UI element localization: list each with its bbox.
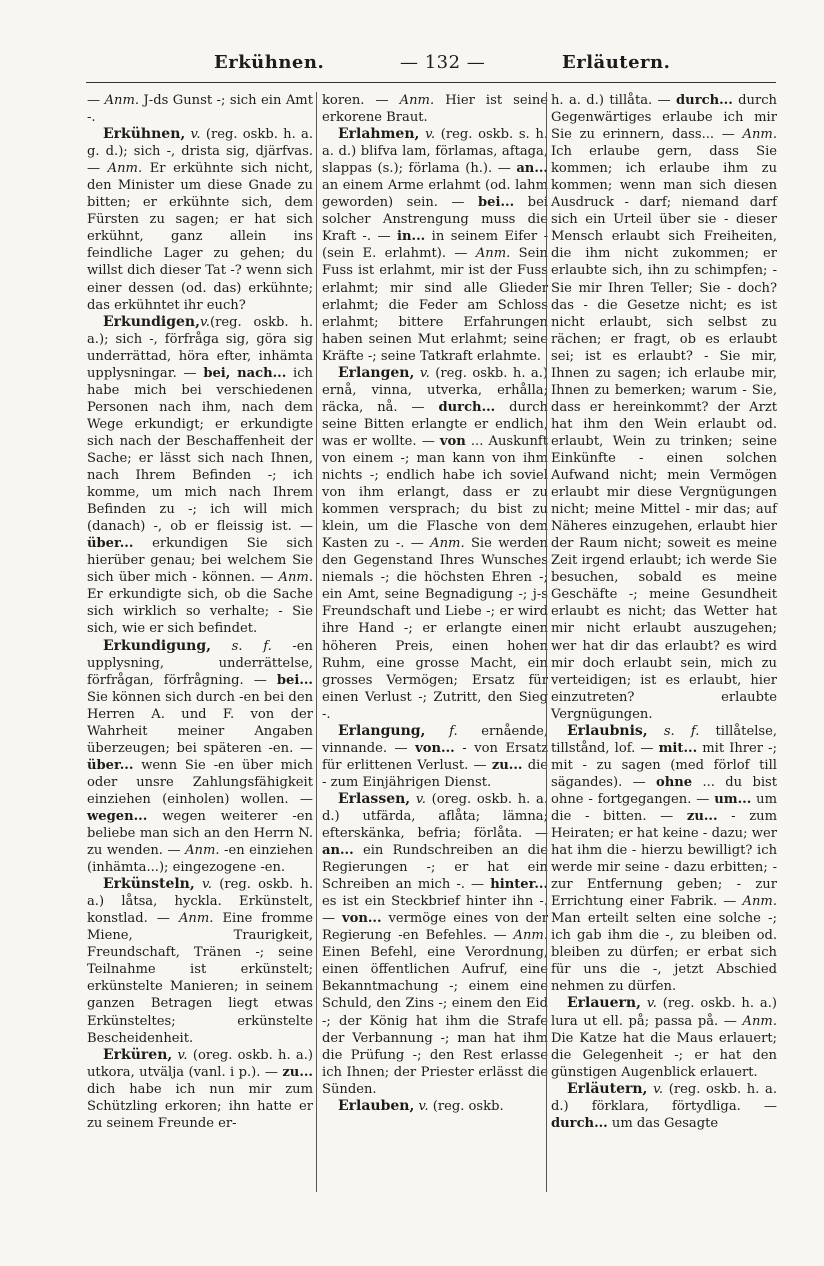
- entry-text: um das Gesagte: [607, 1115, 719, 1131]
- headword: Erlauern,: [567, 995, 641, 1012]
- entry-text: Einen Befehl, eine Verordnung, einen öffentlichen Aufruf, eine Bekanntmachung -; einem eine Schuld, den Zins -; einem den Eid -; der König hat ihm die Strafe der Verbannung -; man hat ihm die Prüfung -; den Rest erlasse ich Ihnen; der Priester erlässt die Sünden.: [322, 945, 548, 1097]
- dictionary-entry: [322, 1098, 548, 1115]
- grammar-abbrev: v.: [646, 996, 657, 1012]
- entry-text: Man erteilt selten eine solche -; ich gab ihm die -, zu bleiben od. bleiben zu dürfen; er erbat sich für uns die -, jetzt Abschied nehmen zu dürfen.: [551, 911, 777, 995]
- header-left-word: Erkühnen.: [214, 52, 325, 73]
- dictionary-entry: [322, 365, 548, 723]
- grammar-abbrev: v.: [415, 791, 426, 807]
- entry-text: um die - bitten. —: [551, 791, 777, 824]
- preposition-label: bei...: [478, 195, 515, 211]
- entry-text: Sie werden den Gegenstand Ihres Wunsches niemals -; die höchsten Ehren -; ein Amt, seine Begnadigung -; j-s Freundschaft und Liebe -; er wird ihre Hand -; er erlangte einen höheren Preis, einen hohen Ruhm, eine grosse Macht, ein grosses Vermögen; Ersatz für einen Verlust -; Zutritt, den Sieg -.: [322, 536, 548, 722]
- header-right-word: Erläutern.: [562, 52, 671, 73]
- column-2: [322, 92, 548, 1115]
- dictionary-entry: [551, 995, 777, 1080]
- grammar-abbrev: Anm.: [513, 928, 548, 944]
- preposition-label: in...: [397, 229, 426, 245]
- preposition-label: durch...: [551, 1115, 608, 1131]
- headword: Erlangen,: [338, 364, 415, 381]
- headword: Erkünsteln,: [103, 876, 195, 893]
- entry-text: tillåtelse, tillstånd, lof. —: [551, 723, 778, 756]
- entry-text: -en einziehen (inhämta...); eingezogene -en.: [87, 843, 313, 876]
- entry-text: -en upplysning, underrättelse, förfrågan, förfrågning. —: [87, 638, 313, 688]
- entry-text: (reg. oskb. h. a.) lura ut ell. på; passa på. —: [551, 996, 777, 1029]
- entry-text: (reg. oskb. h. a. d.) förklara, förtydliga. —: [551, 1081, 777, 1114]
- preposition-label: über...: [87, 757, 134, 773]
- grammar-abbrev: v.: [190, 127, 201, 143]
- entry-text: in seinem Eifer - (sein E. erlahmt). —: [322, 229, 548, 262]
- entry-text: —: [87, 93, 105, 108]
- entry-text: (oreg. oskb. h. a.) utkora, utvälja (vanl. i p.). —: [87, 1047, 313, 1080]
- entry-text: an einem Arme erlahmt (od. lahm geworden) sein. —: [322, 178, 548, 211]
- preposition-label: bei,: [203, 365, 231, 381]
- dictionary-entry: [322, 791, 548, 1098]
- grammar-abbrev: s. f.: [663, 723, 700, 739]
- entry-text: wenn Sie -en über mich oder unsre Zahlungsfähigkeit einziehen (einholen) wollen. —: [87, 757, 313, 807]
- grammar-abbrev: v.: [419, 365, 430, 381]
- preposition-label: von...: [415, 740, 455, 756]
- entry-text: die - zum Einjährigen Dienst.: [322, 757, 549, 790]
- column-3: [551, 92, 777, 1132]
- entry-text: vermöge eines von der Regierung -en Befehles. —: [322, 911, 548, 944]
- grammar-abbrev: Anm.: [107, 161, 143, 177]
- entry-text: erkundigen Sie sich hierüber genau; bei welchem Sie sich über mich - können. —: [87, 536, 313, 586]
- entry-text: - von Ersatz für erlittenen Verlust. —: [322, 740, 548, 773]
- grammar-abbrev: Anm.: [475, 246, 511, 262]
- entry-text: ... Auskunft von einem -; man kann von ihm nichts -; endlich habe ich soviel von ihm erlangt, dass er zu kommen versprach; du bist zu klein, um die Flasche von dem Kasten zu -. —: [322, 433, 548, 552]
- preposition-label: durch...: [438, 399, 496, 415]
- headword: Erlaubnis,: [567, 722, 648, 739]
- entry-text: ich habe mich bei verschiedenen Personen nach ihm, nach dem Wege erkundigt; er erkundigte sich nach der Beschaffenheit der Sache; er lässt sich nach Ihnen, nach Ihrem Befinden -; ich komme, um mich nach Ihrem Befinden zu -; ich will mich (danach) -, ob er fleissig ist. —: [87, 365, 313, 535]
- entry-text: [211, 639, 232, 654]
- preposition-label: hinter...: [490, 877, 548, 893]
- grammar-abbrev: s. f.: [231, 638, 272, 654]
- entry-text: (reg. oskb. s. h. a. d.) blifva lam, förlamas, aftaga, slappas (s.); förlama (h.). —: [322, 127, 548, 177]
- headword: Erlassen,: [338, 790, 411, 807]
- headword: Erlangung,: [338, 722, 426, 739]
- dictionary-entry: [322, 126, 548, 365]
- entry-text: Ich erlaube gern, dass Sie kommen; ich erlaube ihm zu kommen; wenn man sich diesen Ausdruck - darf; niemand darf sich ein Urteil über sie - dieser Mensch erlaubt sich Freiheiten, die ihm nicht zukommen; er erlaubte sich, ihn zu schimpfen; - Sie mir Ihren Teller; Sie - doch? das - die Gesetze nicht; es ist nicht erlaubt, sich selbst zu rächen; er fragt, ob es erlaubt sei; ist es erlaubt? - Sie mir, Ihnen zu sagen; ich erlaube mir, Ihnen zu bemerken; warum - Sie, dass er hereinkommt? der Arzt hat ihm den Wein erlaubt od. erlaubt, Wein zu trinken; seine Einkünfte - einen solchen Aufwand nicht; mein Vermögen erlaubt mir diese Vergnügungen nicht; meine Mittel - mir das; auf Näheres einzugehen, erlaubt hier der Raum nicht; soweit es meine Zeit irgend erlaubt; ich werde Sie besuchen, sobald es meine Geschäfte -; meine Gesundheit erlaubt es nicht; das Wetter hat mir nicht erlaubt auszugehen; wer hat dir das erlaubt? es wird mir doch erlaubt sein, mich zu verteidigen; ist es erlaubt, hier einzutreten? erlaubte Vergnügungen.: [551, 144, 777, 722]
- entry-text: (oreg. oskb. h. a. d.) utfärda, aflåta; lämna; efterskänka, befria; förlåta. —: [322, 791, 548, 842]
- dictionary-entry: [551, 92, 777, 723]
- preposition-label: über...: [87, 536, 134, 552]
- dictionary-entry: [87, 876, 313, 1046]
- dictionary-entry: [322, 92, 548, 126]
- grammar-abbrev: v.: [425, 127, 436, 143]
- grammar-abbrev: Anm.: [742, 894, 777, 910]
- entry-text: durch Gegenwärtiges erlaube ich mir Sie zu erinnern, dass... —: [551, 93, 777, 143]
- dictionary-entry: [551, 1081, 777, 1132]
- dictionary-entry: [87, 126, 313, 314]
- grammar-abbrev: v.: [177, 1047, 188, 1063]
- grammar-abbrev: v.: [653, 1081, 664, 1097]
- grammar-abbrev: f.: [449, 723, 458, 739]
- grammar-abbrev: Anm.: [278, 570, 313, 586]
- dictionary-entry: [322, 723, 548, 791]
- headword: Erkühnen,: [103, 126, 186, 143]
- preposition-label: bei...: [276, 672, 313, 688]
- preposition-label: von...: [342, 911, 382, 927]
- grammar-abbrev: v.: [418, 1098, 429, 1114]
- entry-text: bei solcher Anstrengung muss die Kraft -. —: [322, 195, 548, 245]
- column-divider: [316, 92, 317, 1192]
- entry-text: Er erkühnte sich nicht, den Minister um diese Gnade zu bitten; er erkühnte sich, dem Fürsten zu sagen; er hat sich erkühnt, ganz allein ins feindliche Lager zu gehen; du willst dich dieser Tat -? wenn sich einer dessen (od. das) erkühnte; das erkühntet ihr euch?: [87, 161, 313, 313]
- entry-text: wegen weiterer -en beliebe man sich an den Herrn N. zu wenden. —: [87, 808, 313, 859]
- entry-text: (reg. oskb. h. a.) låtsa, hyckla. Erkünstelt, konstlad. —: [87, 877, 313, 927]
- preposition-label: zu...: [282, 1064, 313, 1080]
- entry-text: Die Katze hat die Maus erlauert; die Gelegenheit -; er hat den günstigen Augenblick erlauert.: [551, 1030, 777, 1080]
- entry-text: ernående, vinnande. —: [322, 723, 548, 756]
- grammar-abbrev: v.: [199, 314, 210, 330]
- headword: Erküren,: [103, 1046, 173, 1063]
- entry-text: (reg. oskb.: [428, 1098, 504, 1114]
- preposition-label: durch...: [676, 93, 733, 108]
- entry-text: mit Ihrer -; mit - zu sagen (med förlof till sägandes). —: [551, 740, 777, 790]
- entry-text: koren. —: [322, 93, 400, 108]
- preposition-label: mit...: [658, 740, 698, 756]
- entry-text: - zum Heiraten; er hat keine - dazu; wer hat ihm die - hierzu bewilligt? ich werde mir seine - dazu erbitten; - zur Entfernung geben; - zur Errichtung einer Fabrik. —: [551, 808, 778, 910]
- preposition-label: zu...: [686, 808, 718, 824]
- entry-text: J-ds Gunst -; sich ein Amt -.: [87, 93, 313, 126]
- preposition-label: ohne: [656, 774, 693, 790]
- column-divider: [546, 92, 547, 1192]
- preposition-label: um...: [714, 791, 752, 807]
- headword: Erkundigung,: [103, 637, 212, 654]
- entry-text: dich habe ich nun mir zum Schützling erkoren; ihn hatte er zu seinem Freunde er-: [87, 1081, 313, 1131]
- entry-text: Hier ist seine erkorene Braut.: [322, 93, 548, 126]
- entry-text: (reg. oskb. h. a.) ernå, vinna, utverka, erhålla; räcka, nå. —: [322, 365, 548, 415]
- dictionary-entry: [87, 92, 313, 126]
- headword: Erlahmen,: [338, 126, 420, 143]
- grammar-abbrev: Anm.: [430, 536, 465, 552]
- entry-text: [425, 724, 449, 739]
- entry-text: h. a. d.) tillåta. —: [551, 93, 677, 108]
- grammar-abbrev: Anm.: [185, 843, 220, 859]
- entry-text: ... du bist ohne - fortgegangen. —: [551, 774, 777, 807]
- entry-text: Er erkundigte sich, ob die Sache sich wirklich so verhalte; - Sie sich, wie er sich befindet.: [87, 587, 313, 637]
- entry-text: durch seine Bitten erlangte er endlich, was er wollte. —: [322, 399, 548, 449]
- preposition-label: von: [439, 433, 466, 449]
- grammar-abbrev: Anm.: [399, 93, 435, 108]
- entry-text: es ist ein Steckbrief hinter ihn -. —: [322, 894, 548, 927]
- column-1: [87, 92, 313, 1132]
- entry-text: Sie können sich durch -en bei den Herren A. und F. von der Wahrheit meiner Angaben überzeugen; bei späteren -en. —: [87, 689, 313, 756]
- entry-text: (reg. oskb. h. a. g. d.); sich -, drista sig, djärfvas. —: [87, 127, 314, 177]
- headword: Erkundigen,: [103, 313, 200, 330]
- entry-text: ein Rundschreiben an die Regierungen -; er hat ein Schreiben an mich -. —: [322, 843, 548, 893]
- headword: Erläutern,: [567, 1080, 648, 1097]
- entry-text: Eine fromme Miene, Traurigkeit, Freundschaft, Tränen -; seine Teilnahme ist erkünstelt; erkünstelte Manieren; in seinem ganzen Betragen liegt etwas Erkünsteltes; erkünstelte Bescheidenheit.: [87, 911, 313, 1046]
- grammar-abbrev: Anm.: [742, 127, 777, 143]
- page-number: — 132 —: [400, 52, 486, 73]
- dictionary-entry: [87, 314, 313, 638]
- preposition-label: wegen...: [87, 808, 148, 824]
- preposition-label: an...: [322, 843, 354, 859]
- dictionary-entry: [87, 1047, 313, 1132]
- preposition-label: an...: [516, 161, 548, 177]
- grammar-abbrev: Anm.: [178, 911, 214, 927]
- preposition-label: nach...: [237, 365, 287, 381]
- entry-text: Sein Fuss ist erlahmt, mir ist der Fuss erlahmt; mir sind alle Glieder erlahmt; die Feder am Schloss erlahmt; bittere Erfahrungen haben seinen Mut erlahmt; seine Kräfte -; seine Tatkraft erlahmte.: [322, 246, 548, 364]
- grammar-abbrev: Anm.: [742, 1013, 777, 1029]
- dictionary-entry: [87, 638, 313, 877]
- entry-text: [195, 877, 202, 892]
- grammar-abbrev: v.: [201, 877, 212, 893]
- header-rule: [86, 82, 776, 83]
- preposition-label: zu...: [491, 757, 523, 773]
- entry-text: (reg. oskb. h. a.); sich -, förfråga sig, göra sig underrättad, höra efter, inhämta upplysningar. —: [87, 314, 313, 381]
- dictionary-entry: [551, 723, 777, 996]
- running-header: [78, 52, 778, 82]
- headword: Erlauben,: [338, 1097, 415, 1114]
- entry-text: [648, 724, 664, 739]
- grammar-abbrev: Anm.: [104, 93, 140, 108]
